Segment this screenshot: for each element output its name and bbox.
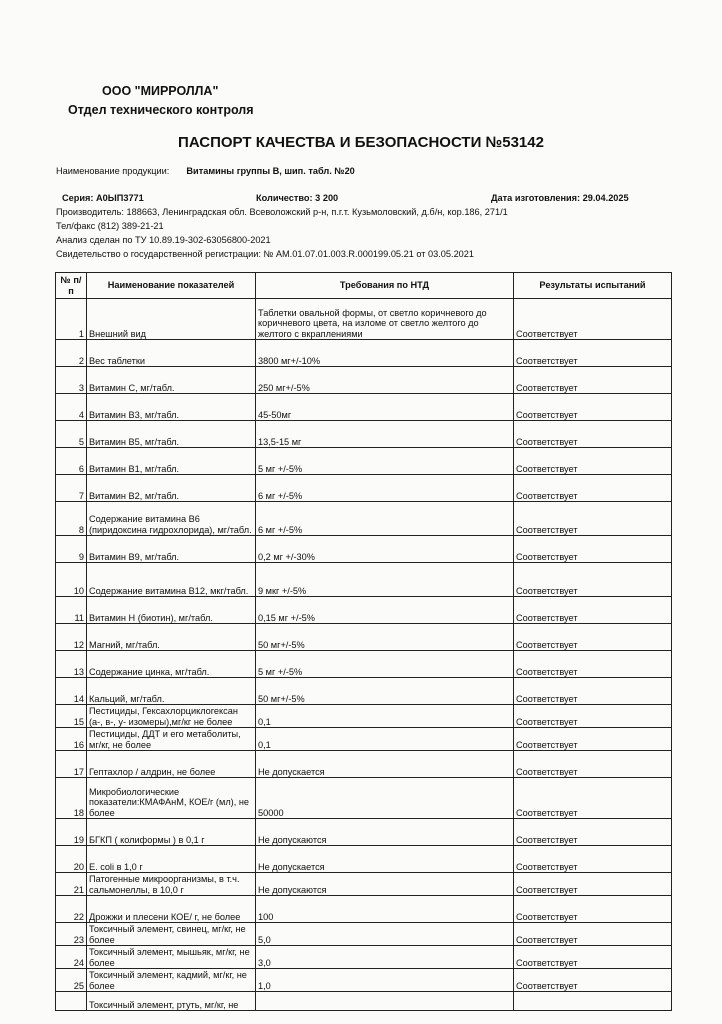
row-requirement: 5 мг +/-5%: [256, 651, 514, 678]
row-number: 3: [56, 367, 87, 394]
row-number: 5: [56, 421, 87, 448]
row-number: 6: [56, 448, 87, 475]
row-requirement: 50 мг+/-5%: [256, 624, 514, 651]
table-row: [56, 678, 672, 705]
row-requirement: Не допускается: [256, 751, 514, 778]
row-requirement: 3,0: [256, 946, 514, 969]
row-number: 19: [56, 819, 87, 846]
row-name: Магний, мг/табл.: [87, 624, 256, 651]
row-number: 13: [56, 651, 87, 678]
table-row: [56, 873, 672, 896]
table-row: [56, 536, 672, 563]
row-number: 7: [56, 475, 87, 502]
row-result: Соответствует: [514, 896, 672, 923]
row-result: Соответствует: [514, 946, 672, 969]
row-number: 8: [56, 502, 87, 536]
table-row: [56, 969, 672, 992]
row-number: 22: [56, 896, 87, 923]
header-req: Требования по НТД: [256, 273, 514, 299]
row-number: 9: [56, 536, 87, 563]
row-name: Витамин Н (биотин), мг/табл.: [87, 597, 256, 624]
table-row: [56, 299, 672, 340]
phone-line: Тел/факс (812) 389-21-21: [56, 221, 164, 231]
row-requirement: Не допускается: [256, 846, 514, 873]
row-result: Соответствует: [514, 678, 672, 705]
department-name: Отдел технического контроля: [68, 103, 254, 117]
row-result: Соответствует: [514, 778, 672, 819]
row-requirement: 50 мг+/-5%: [256, 678, 514, 705]
row-name: Микробиологические показатели:КМАФАнМ, КОЕ/г (мл), не более: [87, 778, 256, 819]
table-row: [56, 475, 672, 502]
row-result: Соответствует: [514, 394, 672, 421]
row-number: 12: [56, 624, 87, 651]
row-name: Дрожжи и плесени КОЕ/ г, не более: [87, 896, 256, 923]
table-row: [56, 751, 672, 778]
row-requirement: 13,5-15 мг: [256, 421, 514, 448]
row-result: Соответствует: [514, 728, 672, 751]
row-requirement: 0,1: [256, 728, 514, 751]
row-result: Соответствует: [514, 502, 672, 536]
row-number: 1: [56, 299, 87, 340]
table-row: [56, 846, 672, 873]
row-requirement: 0,2 мг +/-30%: [256, 536, 514, 563]
table-row: [56, 728, 672, 751]
row-requirement: 9 мкг +/-5%: [256, 563, 514, 597]
certificate-line: Свидетельство о государственной регистрации: № AM.01.07.01.003.R.000199.05.21 от 03.05.2021: [56, 249, 475, 259]
table-row: [56, 896, 672, 923]
row-requirement: 100: [256, 896, 514, 923]
row-result: Соответствует: [514, 651, 672, 678]
manufacturer-line: Производитель: 188663, Ленинградская обл. Всеволожский р-н, п.г.т. Кузьмоловский, д.б/н, кор.186, 271/1: [56, 207, 508, 217]
row-result: Соответствует: [514, 597, 672, 624]
table-row: [56, 448, 672, 475]
row-requirement: 5,0: [256, 923, 514, 946]
table-row: [56, 597, 672, 624]
date-value: 29.04.2025: [582, 193, 629, 203]
row-name: Токсичный элемент, свинец, мг/кг, не более: [87, 923, 256, 946]
row-result: [514, 992, 672, 1011]
table-row: [56, 502, 672, 536]
row-number: [56, 992, 87, 1011]
row-name: Содержание витамина В6 (пиридоксина гидрохлорида), мг/табл.: [87, 502, 256, 536]
header-result: Результаты испытаний: [514, 273, 672, 299]
row-number: 16: [56, 728, 87, 751]
table-row: [56, 778, 672, 819]
row-result: Соответствует: [514, 846, 672, 873]
row-result: Соответствует: [514, 751, 672, 778]
header-num: № п/п: [56, 273, 87, 299]
row-name: Витамин В5, мг/табл.: [87, 421, 256, 448]
row-requirement: 5 мг +/-5%: [256, 448, 514, 475]
row-requirement: 45-50мг: [256, 394, 514, 421]
row-result: Соответствует: [514, 563, 672, 597]
row-result: Соответствует: [514, 705, 672, 728]
row-result: Соответствует: [514, 969, 672, 992]
row-name: Токсичный элемент, ртуть, мг/кг, не: [87, 992, 256, 1011]
table-row: [56, 367, 672, 394]
row-result: Соответствует: [514, 421, 672, 448]
table-row: [56, 340, 672, 367]
analysis-line: Анализ сделан по ТУ 10.89.19-302-63056800-2021: [56, 235, 271, 245]
row-result: Соответствует: [514, 340, 672, 367]
row-name: Витамин С, мг/табл.: [87, 367, 256, 394]
quality-table: [55, 272, 672, 1011]
quantity-value: 3 200: [315, 193, 339, 203]
table-row: [56, 563, 672, 597]
row-requirement: 250 мг+/-5%: [256, 367, 514, 394]
row-result: Соответствует: [514, 923, 672, 946]
row-name: Патогенные микроорганизмы, в т.ч. сальмонеллы, в 10,0 г: [87, 873, 256, 896]
row-requirement: 6 мг +/-5%: [256, 475, 514, 502]
row-number: 25: [56, 969, 87, 992]
product-name-line: [56, 166, 355, 176]
row-requirement: 50000: [256, 778, 514, 819]
row-requirement: 0,15 мг +/-5%: [256, 597, 514, 624]
series-value: А0ЫП3771: [96, 193, 144, 203]
row-number: 24: [56, 946, 87, 969]
date-label: Дата изготовления:: [491, 193, 581, 203]
table-row: [56, 624, 672, 651]
row-name: Витамин В1, мг/табл.: [87, 448, 256, 475]
row-result: Соответствует: [514, 367, 672, 394]
header-name: Наименование показателей: [87, 273, 256, 299]
row-requirement: Таблетки овальной формы, от светло коричневого до коричневого цвета, на изломе от светло желтого до желтого с вкраплениями: [256, 299, 514, 340]
row-result: Соответствует: [514, 536, 672, 563]
table-row: [56, 651, 672, 678]
row-number: 11: [56, 597, 87, 624]
row-result: Соответствует: [514, 299, 672, 340]
table-row: [56, 946, 672, 969]
row-requirement: 0,1: [256, 705, 514, 728]
row-name: Гептахлор / алдрин, не более: [87, 751, 256, 778]
row-name: БГКП ( колиформы ) в 0,1 г: [87, 819, 256, 846]
row-name: Витамин В2, мг/табл.: [87, 475, 256, 502]
table-row: [56, 705, 672, 728]
table-header-row: [56, 273, 672, 299]
series-label: Серия:: [62, 193, 94, 203]
row-requirement: Не допускаются: [256, 819, 514, 846]
row-result: Соответствует: [514, 873, 672, 896]
row-number: 23: [56, 923, 87, 946]
row-name: Кальций, мг/табл.: [87, 678, 256, 705]
row-name: Витамин В9, мг/табл.: [87, 536, 256, 563]
company-name: ООО "МИРРОЛЛА": [102, 84, 219, 98]
row-name: Содержание цинка, мг/табл.: [87, 651, 256, 678]
row-requirement: [256, 992, 514, 1011]
row-name: Токсичный элемент, мышьяк, мг/кг, не более: [87, 946, 256, 969]
product-name-label: Наименование продукции:: [56, 166, 170, 176]
row-requirement: 3800 мг+/-10%: [256, 340, 514, 367]
row-number: 20: [56, 846, 87, 873]
row-name: Вес таблетки: [87, 340, 256, 367]
quantity-label: Количество:: [256, 193, 313, 203]
row-name: Пестициды, ДДТ и его метаболиты, мг/кг, не более: [87, 728, 256, 751]
row-name: E. coli в 1,0 г: [87, 846, 256, 873]
document-title: ПАСПОРТ КАЧЕСТВА И БЕЗОПАСНОСТИ №53142: [178, 134, 544, 151]
row-requirement: 6 мг +/-5%: [256, 502, 514, 536]
row-name: Внешний вид: [87, 299, 256, 340]
row-name: Витамин В3, мг/табл.: [87, 394, 256, 421]
table-row: [56, 421, 672, 448]
row-number: 2: [56, 340, 87, 367]
row-result: Соответствует: [514, 475, 672, 502]
row-name: Пестициды, Гексахлорциклогексан (а-, в-, у- изомеры),мг/кг не более: [87, 705, 256, 728]
product-name-value: Витамины группы В, шип. табл. №20: [186, 166, 355, 176]
row-requirement: 1,0: [256, 969, 514, 992]
row-number: 15: [56, 705, 87, 728]
row-name: Содержание витамина В12, мкг/табл.: [87, 563, 256, 597]
row-name: Токсичный элемент, кадмий, мг/кг, не более: [87, 969, 256, 992]
row-number: 10: [56, 563, 87, 597]
row-number: 17: [56, 751, 87, 778]
row-result: Соответствует: [514, 448, 672, 475]
row-number: 18: [56, 778, 87, 819]
row-result: Соответствует: [514, 819, 672, 846]
table-row: [56, 394, 672, 421]
table-row: [56, 819, 672, 846]
row-number: 4: [56, 394, 87, 421]
row-requirement: Не допускаются: [256, 873, 514, 896]
row-result: Соответствует: [514, 624, 672, 651]
row-number: 21: [56, 873, 87, 896]
row-number: 14: [56, 678, 87, 705]
table-row: [56, 923, 672, 946]
table-row: [56, 992, 672, 1011]
